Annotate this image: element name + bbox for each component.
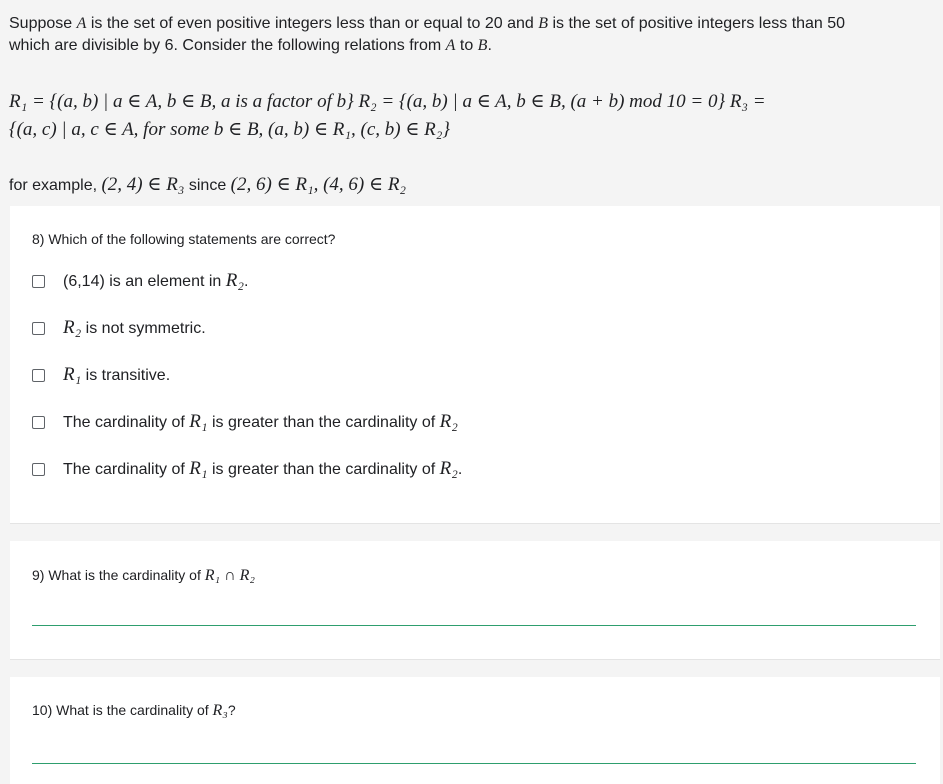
- option-label: R₂ is not symmetric.: [63, 317, 206, 338]
- intro-text: .: [487, 37, 492, 54]
- option-3[interactable]: [32, 363, 912, 410]
- intro-text: is the set of positive integers less than 50: [548, 15, 846, 32]
- answer-input-q9[interactable]: [32, 599, 920, 627]
- example-tuple: (2, 4) ∈ R₃: [101, 174, 185, 195]
- option-label: The cardinality of R₁ is greater than the cardinality of R₂.: [63, 458, 463, 479]
- relation-definitions: [9, 88, 939, 144]
- option-4[interactable]: [32, 410, 912, 457]
- intro-text: is the set of even positive integers less than or equal to 20 and: [86, 15, 539, 32]
- checkbox[interactable]: [32, 463, 45, 476]
- set-a-symbol: A: [76, 15, 87, 32]
- checkbox[interactable]: [32, 416, 45, 429]
- problem-intro: [9, 13, 939, 57]
- set-a-symbol: A: [445, 37, 456, 54]
- option-2[interactable]: [32, 316, 912, 363]
- answer-input-q10[interactable]: [32, 737, 920, 765]
- relations-line-1: R₁ = {(a, b) | a ∈ A, b ∈ B, a is a factor of b} R₂ = {(a, b) | a ∈ A, b ∈ B, (a + b) mod 10 = 0} R₃ =: [9, 91, 766, 112]
- checkbox[interactable]: [32, 275, 45, 288]
- question-10-card: [10, 677, 940, 784]
- option-5[interactable]: [32, 457, 912, 504]
- checkbox[interactable]: [32, 369, 45, 382]
- question-8-card: [10, 206, 940, 524]
- answer-underline: [32, 625, 916, 626]
- set-b-symbol: B: [477, 37, 488, 54]
- option-label: The cardinality of R₁ is greater than the cardinality of R₂: [63, 411, 458, 432]
- checkbox[interactable]: [32, 322, 45, 335]
- example-reason: (2, 6) ∈ R₁, (4, 6) ∈ R₂: [230, 174, 407, 195]
- option-1[interactable]: [32, 269, 912, 316]
- question-8-options: [32, 269, 912, 504]
- relations-line-2: {(a, c) | a, c ∈ A, for some b ∈ B, (a, b) ∈ R₁, (c, b) ∈ R₂}: [9, 119, 450, 140]
- question-8-text: 8) Which of the following statements are correct?: [32, 231, 336, 247]
- intro-text: to: [455, 37, 478, 54]
- question-10-text: 10) What is the cardinality of R₃?: [32, 702, 236, 719]
- set-b-symbol: B: [538, 15, 549, 32]
- intro-text: which are divisible by 6. Consider the following relations from: [9, 37, 446, 54]
- option-label: (6,14) is an element in R₂.: [63, 270, 249, 291]
- intro-line-1: [9, 13, 939, 35]
- example-line: [9, 172, 939, 199]
- intro-line-2: [9, 35, 939, 57]
- question-9-card: [10, 541, 940, 660]
- example-prefix: for example,: [9, 177, 102, 194]
- intro-text: Suppose: [9, 15, 77, 32]
- example-since: since: [184, 177, 231, 194]
- answer-underline: [32, 763, 916, 764]
- question-9-text: 9) What is the cardinality of R₁ ∩ R₂: [32, 567, 255, 584]
- option-label: R₁ is transitive.: [63, 364, 171, 385]
